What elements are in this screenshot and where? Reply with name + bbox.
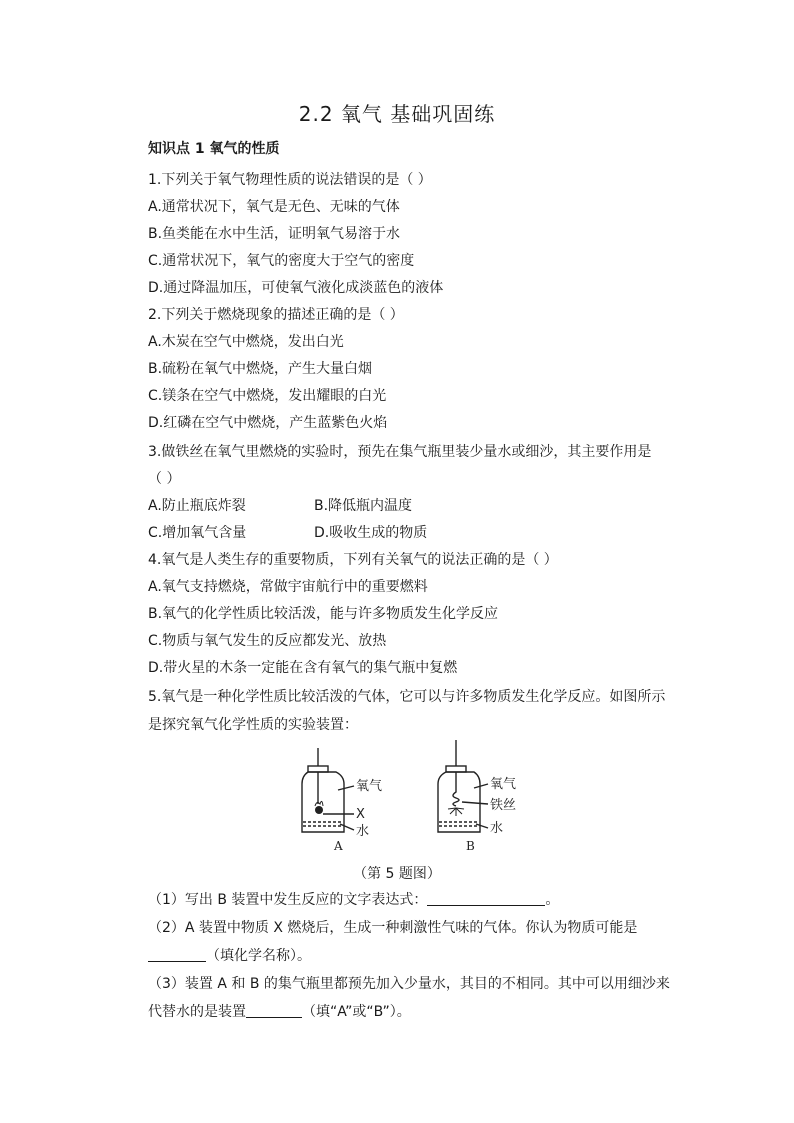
q5-sub2-line1: （2）A 装置中物质 X 燃烧后，生成一种刺激性气味的气体。你认为物质可能是 (148, 920, 638, 936)
q5-sub3-line1: （3）装置 A 和 B 的集气瓶里都预先加入少量水，其目的不相同。其中可以用细沙来 (148, 976, 670, 992)
bottle-a-pointer-water (340, 824, 354, 830)
q2-option-b: B.硫粉在氧气中燃烧，产生大量白烟 (148, 361, 373, 377)
q5-sub1-text: （1）写出 B 装置中发生反应的文字表达式： (148, 892, 428, 908)
label-o2-b: 氧气 (490, 777, 517, 792)
bottle-b-neck (446, 766, 466, 772)
q2-option-c: C.镁条在空气中燃烧，发出耀眼的白光 (148, 388, 387, 404)
q3-paren: （ ） (148, 471, 181, 487)
q3-option-a: A.防止瓶底炸裂 (148, 498, 246, 514)
q1-stem: 1.下列关于氧气物理性质的说法错误的是（ ） (148, 172, 432, 188)
q5-sub3-text: 代替水的是装置 (148, 1004, 246, 1020)
bottle-b (438, 740, 488, 832)
q3-row2 (148, 524, 428, 542)
q1-option-d: D.通过降温加压，可使氧气液化成淡蓝色的液体 (148, 280, 444, 296)
page-title: 2.2 氧气 基础巩固练 (298, 102, 496, 126)
bottle-b-pointer-wire (462, 802, 488, 804)
q5-sub1-end: 。 (545, 892, 560, 908)
bottle-a-body (302, 772, 344, 832)
q4-option-d: D.带火星的木条一定能在含有氧气的集气瓶中复燃 (148, 660, 458, 676)
label-a: A (334, 839, 343, 853)
q3-option-c: C.增加氧气含量 (148, 525, 247, 541)
q1-option-b: B.鱼类能在水中生活，证明氧气易溶于水 (148, 226, 401, 242)
bottle-a-neck (308, 766, 328, 772)
bottle-a-burning-x (315, 806, 323, 814)
bottle-b-pointer-water (476, 824, 488, 828)
label-b: B (466, 839, 475, 853)
q3-option-d: D.吸收生成的物质 (314, 525, 428, 541)
label-water-b: 水 (490, 821, 504, 836)
q3-row1 (148, 497, 413, 515)
q2-stem: 2.下列关于燃烧现象的描述正确的是（ ） (148, 307, 404, 323)
answer-blank-2[interactable] (148, 947, 206, 962)
q5-sub1 (148, 891, 559, 909)
label-iron-wire: 铁丝 (490, 798, 517, 813)
q5-stem-line2: 是探究氧气化学性质的实验装置： (148, 717, 358, 733)
q5-sub3-end: （填“A”或“B”）。 (302, 1004, 411, 1020)
q5-sub2-line2 (148, 947, 311, 965)
bottle-a-pointer-o2 (338, 786, 354, 790)
q4-option-b: B.氧气的化学性质比较活泼，能与许多物质发生化学反应 (148, 606, 499, 622)
answer-blank-3[interactable] (246, 1003, 302, 1018)
q5-figure (290, 740, 530, 880)
q1-option-a: A.通常状况下，氧气是无色、无味的气体 (148, 199, 400, 215)
q4-option-a: A.氧气支持燃烧，常做宇宙航行中的重要燃料 (148, 579, 428, 595)
section-heading: 知识点 1 氧气的性质 (148, 141, 280, 157)
q5-sub2-end: （填化学名称）。 (206, 948, 311, 964)
apparatus-diagram (290, 740, 530, 880)
q3-stem: 3.做铁丝在氧气里燃烧的实验时，预先在集气瓶里装少量水或细沙，其主要作用是 (148, 444, 652, 460)
bottle-a (302, 748, 354, 832)
answer-blank-1[interactable] (427, 891, 545, 906)
q1-option-c: C.通常状况下，氧气的密度大于空气的密度 (148, 253, 415, 269)
figure-caption: （第 5 题图） (353, 866, 441, 882)
bottle-b-body (438, 772, 480, 832)
label-x: X (356, 807, 365, 822)
q4-stem: 4.氧气是人类生存的重要物质，下列有关氧气的说法正确的是（ ） (148, 552, 558, 568)
q3-option-b: B.降低瓶内温度 (314, 498, 413, 514)
flame-icon (315, 801, 323, 806)
spark-icon (448, 808, 464, 816)
label-water-a: 水 (356, 824, 370, 839)
label-o2-a: 氧气 (356, 779, 383, 794)
bottle-b-pointer-o2 (474, 784, 488, 788)
q4-option-c: C.物质与氧气发生的反应都发光、放热 (148, 633, 387, 649)
q5-stem-line1: 5.氧气是一种化学性质比较活泼的气体，它可以与许多物质发生化学反应。如图所示 (148, 689, 666, 705)
q2-option-a: A.木炭在空气中燃烧，发出白光 (148, 334, 344, 350)
q5-sub3-line2 (148, 1003, 411, 1021)
q2-option-d: D.红磷在空气中燃烧，产生蓝紫色火焰 (148, 415, 388, 431)
bottle-b-iron-wire (453, 772, 459, 806)
